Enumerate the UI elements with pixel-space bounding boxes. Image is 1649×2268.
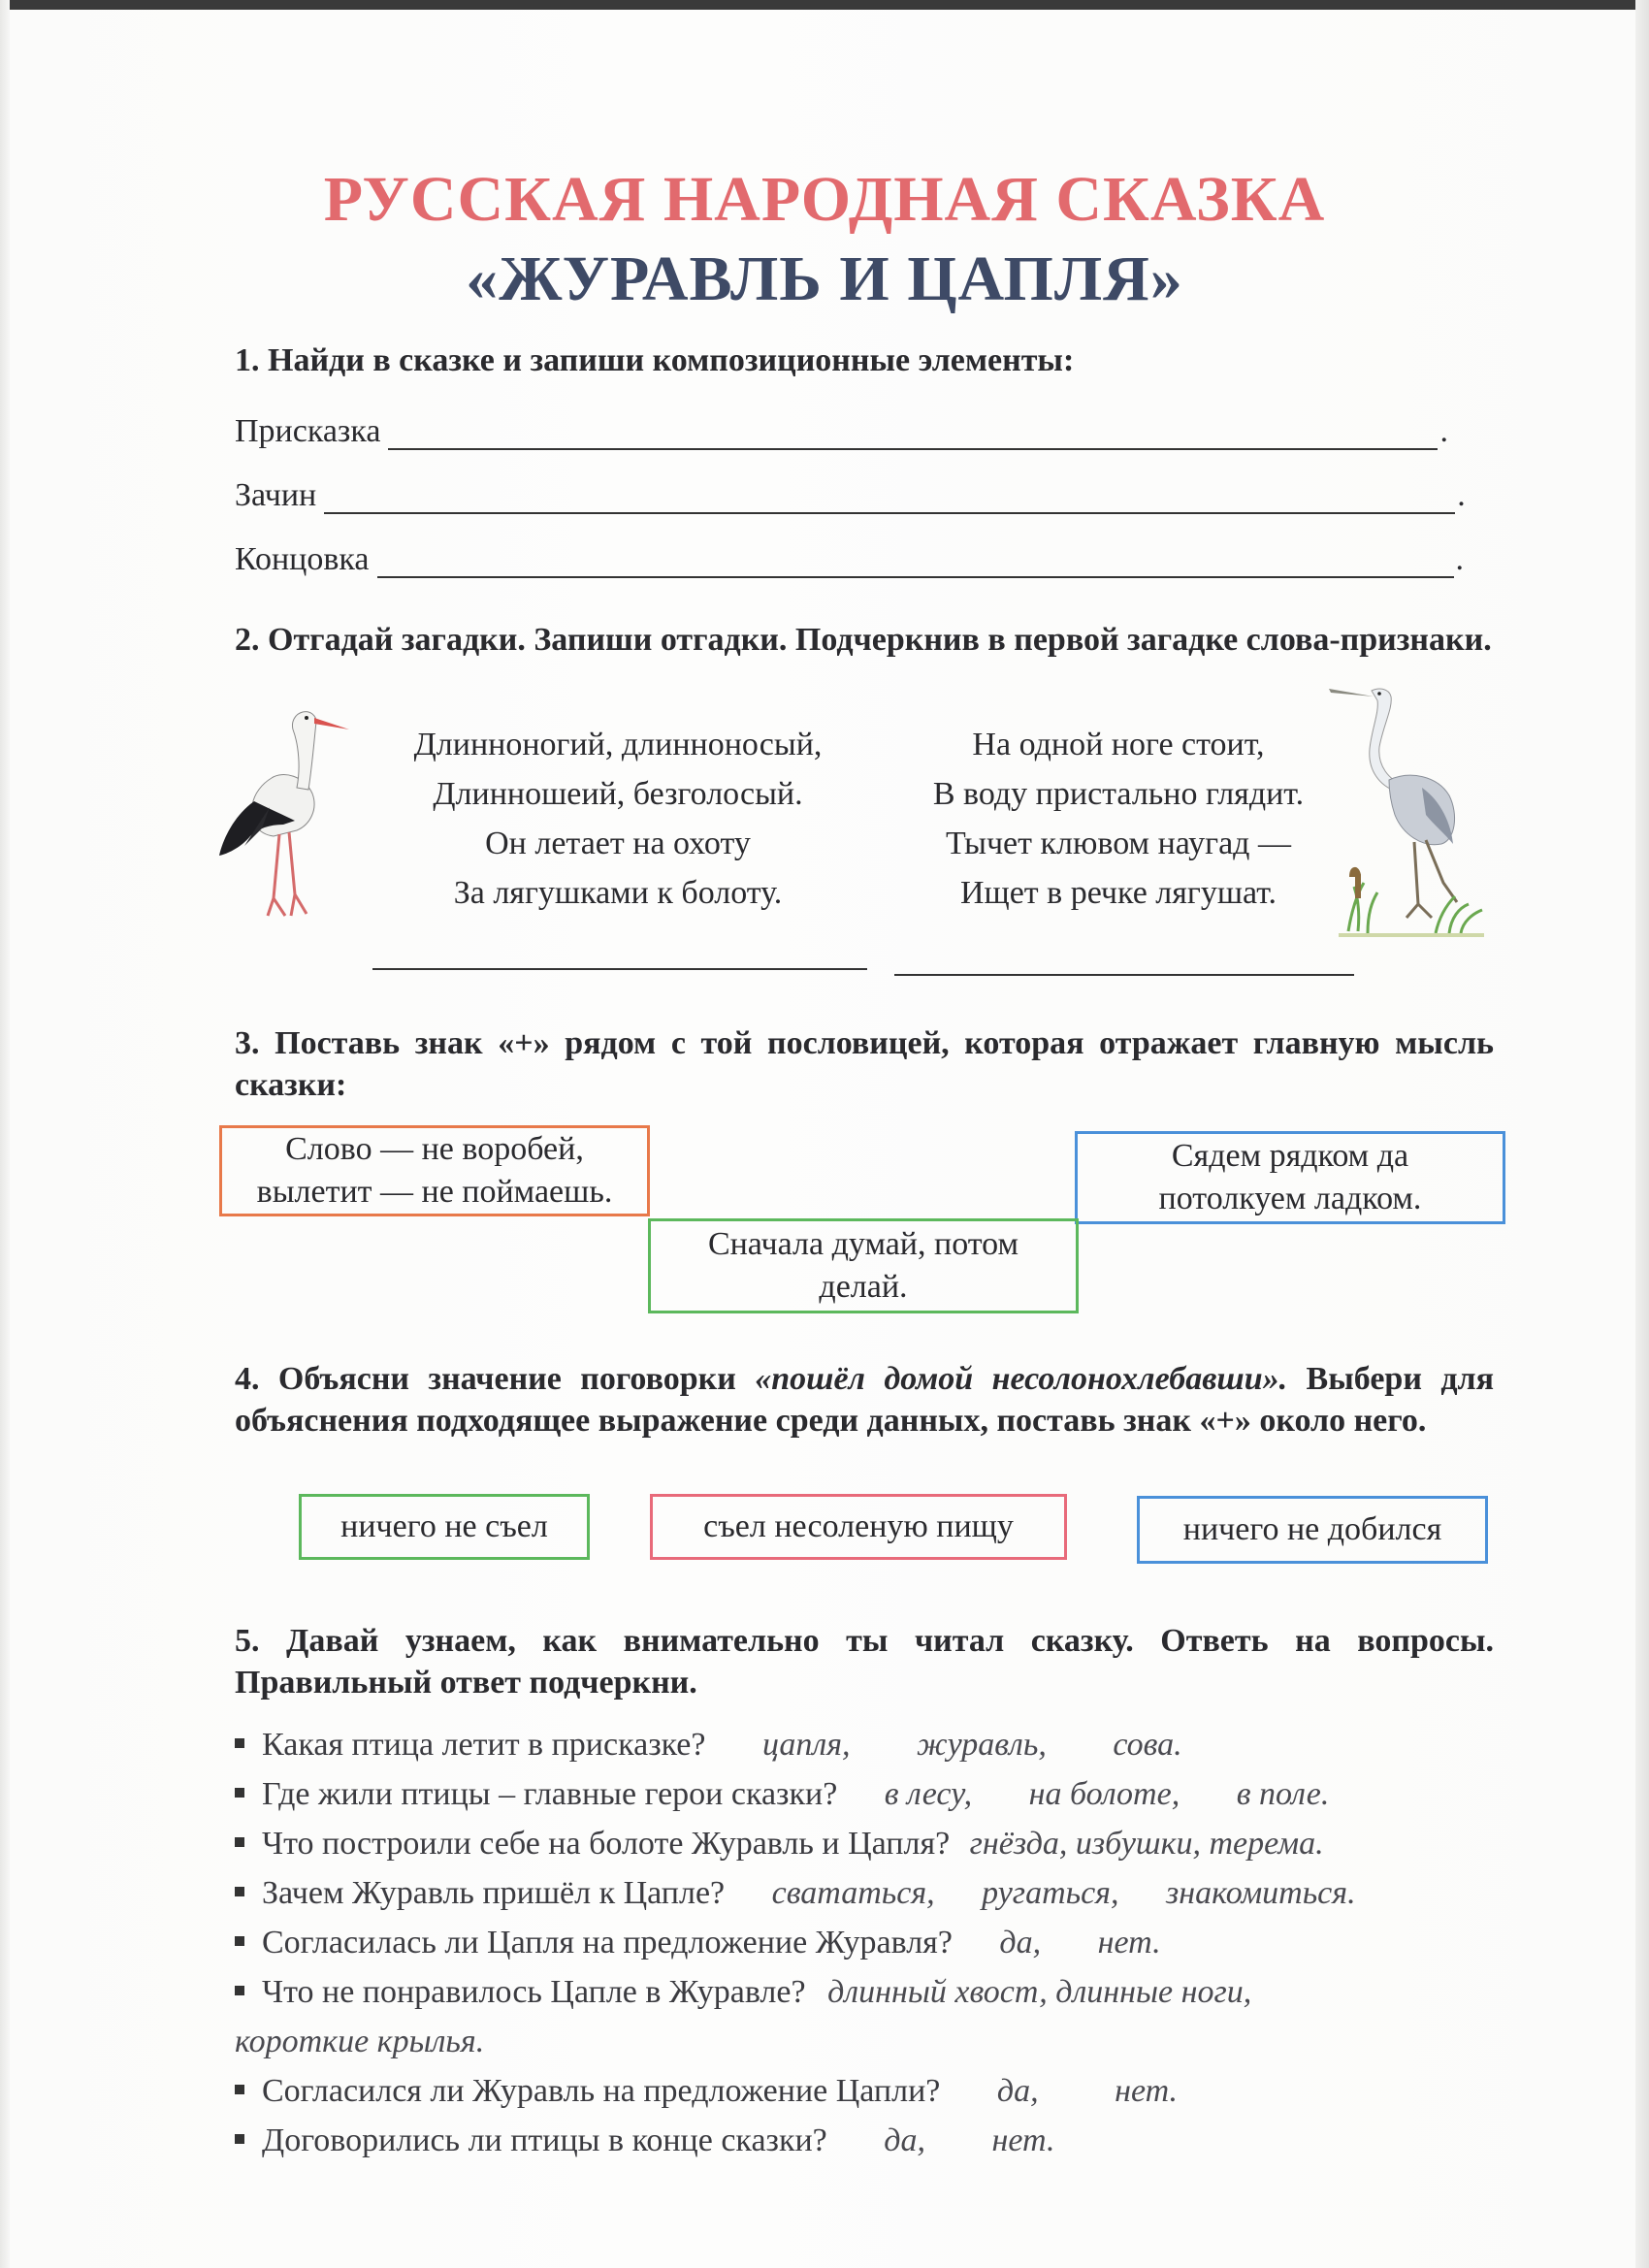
riddle-line: Ищет в речке лягушат. — [959, 875, 1277, 911]
scan-top-edge — [0, 0, 1649, 10]
answer-option[interactable]: цапля, — [761, 1727, 851, 1763]
task-3-heading: 3. Поставь знак «+» рядом с той пословицей, которая отражает главную мысль сказки: — [235, 1025, 1494, 1103]
answer-option[interactable]: нет. — [991, 2122, 1055, 2158]
task-4-heading — [235, 1358, 1494, 1442]
answer-option[interactable]: в лесу, — [884, 1776, 973, 1812]
option-box-2[interactable] — [650, 1494, 1067, 1560]
question-text: Что не понравилось Цапле в Журавле? — [262, 1974, 806, 2010]
bullet-icon — [235, 2134, 244, 2144]
answer-line[interactable] — [388, 415, 1438, 450]
question-item — [235, 2073, 1178, 2122]
bullet-icon — [235, 1788, 244, 1798]
answer-option[interactable]: сова. — [1113, 1727, 1182, 1763]
answer-option[interactable]: в поле. — [1236, 1776, 1330, 1812]
answer-option[interactable]: длинный хвост, длинные ноги, — [827, 1974, 1252, 2010]
proverb-line: Слово — не воробей, — [285, 1131, 584, 1167]
riddle-1 — [380, 720, 856, 918]
riddle-line: Тычет клювом наугад — — [946, 826, 1291, 861]
proverb-line: вылетит — не поймаешь. — [256, 1174, 613, 1210]
question-item — [235, 1776, 1329, 1825]
answer-option[interactable]: да, — [996, 2073, 1039, 2109]
field-kontsovka[interactable] — [235, 535, 1464, 578]
heron-illustration — [1329, 679, 1484, 941]
answer-option[interactable]: ругаться, — [982, 1875, 1119, 1911]
riddle-2-answer-line[interactable] — [894, 972, 1354, 976]
question-text: Что построили себе на болоте Журавль и Цапля? — [262, 1826, 951, 1862]
title-line-1: РУССКАЯ НАРОДНАЯ СКАЗКА — [323, 164, 1326, 235]
bullet-icon — [235, 2085, 244, 2094]
question-text: Где жили птицы – главные герои сказки? — [262, 1776, 838, 1812]
proverb-box-3[interactable] — [648, 1218, 1079, 1313]
scan-right-edge — [1635, 0, 1649, 2268]
answer-option[interactable]: нет. — [1115, 2073, 1179, 2109]
answer-line[interactable] — [324, 479, 1455, 514]
question-item-continued — [235, 2024, 484, 2072]
answer-option[interactable]: знакомиться. — [1166, 1875, 1356, 1911]
answer-option[interactable]: короткие крылья. — [235, 2024, 485, 2059]
bullet-icon — [235, 1887, 244, 1896]
task-5-heading: 5. Давай узнаем, как внимательно ты читал сказку. Ответь на вопросы. Правильный ответ подчеркни. — [235, 1623, 1494, 1701]
option-box-1[interactable] — [299, 1494, 590, 1560]
riddle-line: Длинноногий, длинноносый, — [413, 727, 823, 762]
field-label: Присказка — [235, 413, 381, 449]
proverb-line: Сначала думай, потом — [707, 1226, 1019, 1262]
riddle-line: На одной ноге стоит, — [972, 727, 1265, 762]
proverb-box-2[interactable] — [1075, 1131, 1505, 1224]
question-text: Договорились ли птицы в конце сказки? — [262, 2122, 827, 2158]
riddle-line: Длинношеий, безголосый. — [433, 776, 803, 812]
task-4-heading-rest: Выбери для объяснения подходящее выражение среди данных, поставь знак «+» около него. — [235, 1361, 1494, 1439]
answer-option[interactable]: да, — [999, 1925, 1042, 1960]
riddle-line: За лягушками к болоту. — [453, 875, 783, 911]
field-label: Концовка — [235, 541, 370, 577]
answer-option[interactable]: да, — [884, 2122, 925, 2158]
question-text: Зачем Журавль пришёл к Цапле? — [262, 1875, 726, 1911]
task-4-saying: «пошёл домой несолонохлебавши». — [755, 1361, 1288, 1397]
option-box-3[interactable] — [1137, 1496, 1488, 1564]
riddle-2 — [900, 720, 1337, 918]
proverb-line: потолкуем ладком. — [1158, 1181, 1422, 1216]
option-label: ничего не добился — [1182, 1511, 1442, 1547]
question-text: Согласилась ли Цапля на предложение Журавля? — [262, 1925, 953, 1960]
stork-illustration — [215, 700, 351, 933]
task-2-heading: 2. Отгадай загадки. Запиши отгадки. Подчеркнив в первой загадке слова-признаки. — [235, 622, 1492, 658]
task-4-heading-start: 4. Объясни значение поговорки — [235, 1361, 756, 1397]
riddle-line: Он летает на охоту — [485, 826, 751, 861]
task-1-heading: 1. Найди в сказке и запиши композиционные элементы: — [235, 342, 1075, 378]
bullet-icon — [235, 1837, 244, 1847]
option-label: съел несоленую пищу — [703, 1508, 1014, 1544]
question-text: Согласился ли Журавль на предложение Цапли? — [262, 2073, 941, 2109]
proverb-line: делай. — [819, 1269, 908, 1305]
bullet-icon — [235, 1936, 244, 1946]
question-text: Какая птица летит в присказке? — [262, 1727, 706, 1763]
riddle-line: В воду пристально глядит. — [932, 776, 1305, 812]
question-item — [235, 1925, 1161, 1973]
question-item — [235, 2122, 1054, 2171]
bullet-icon — [235, 1986, 244, 1995]
answer-option[interactable]: журавль, — [917, 1727, 1047, 1763]
title-line-2: «ЖУРАВЛЬ И ЦАПЛЯ» — [466, 243, 1183, 314]
field-label: Зачин — [235, 477, 317, 513]
answer-option[interactable]: на болоте, — [1028, 1776, 1180, 1812]
question-item — [235, 1875, 1356, 1924]
riddle-1-answer-line[interactable] — [372, 966, 867, 970]
bullet-icon — [235, 1738, 244, 1748]
question-item — [235, 1727, 1182, 1775]
question-item — [235, 1974, 1251, 2023]
field-end: . — [1455, 541, 1465, 577]
answer-option[interactable]: свататься, — [771, 1875, 935, 1911]
question-item — [235, 1826, 1324, 1874]
answer-option[interactable]: нет. — [1097, 1925, 1161, 1960]
option-label: ничего не съел — [340, 1508, 548, 1544]
field-end: . — [1457, 477, 1466, 513]
field-zachin[interactable] — [235, 471, 1466, 514]
answer-option[interactable]: гнёзда, избушки, терема. — [969, 1826, 1324, 1862]
field-prisk[interactable] — [235, 407, 1448, 450]
field-end: . — [1439, 413, 1448, 449]
proverb-line: Сядем рядком да — [1171, 1138, 1409, 1174]
proverb-box-1[interactable] — [219, 1125, 650, 1216]
answer-line[interactable] — [377, 543, 1454, 578]
scan-left-edge — [0, 0, 10, 2268]
